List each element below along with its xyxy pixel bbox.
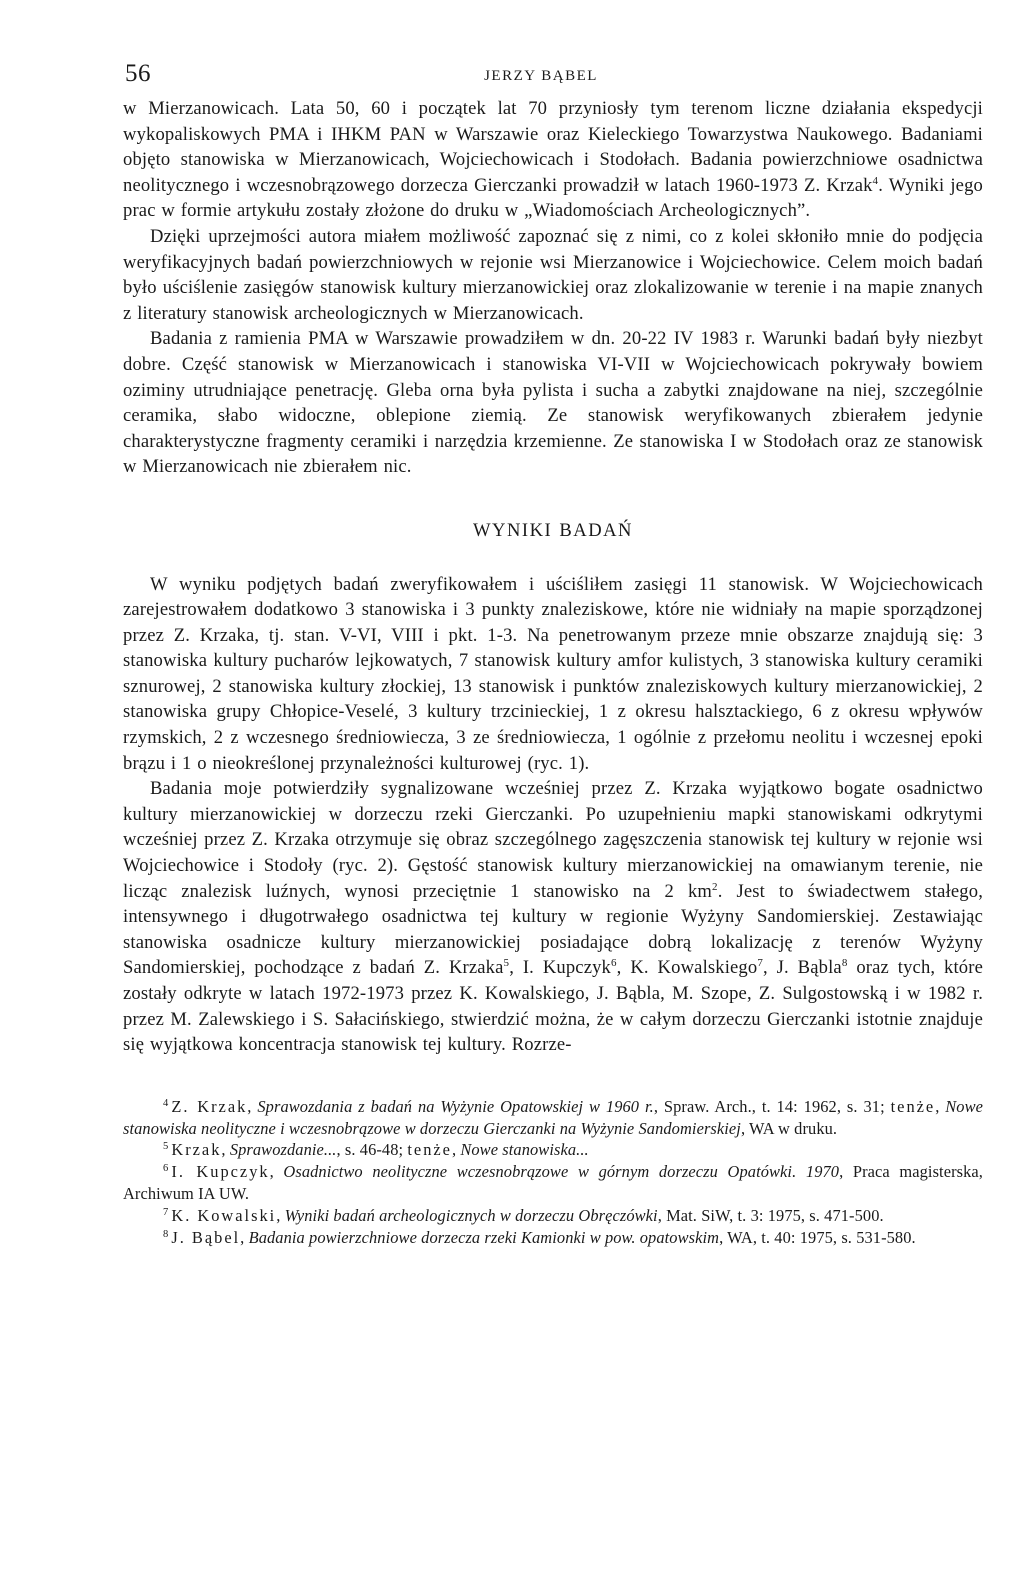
text-run: w Mierzanowicach. Lata 50, 60 i początek lat 70 przyniosły tym terenom liczne działania ekspedycji wykopaliskowych PMA i IHKM PAN w Warszawie oraz Kieleckiego Towarzystwa Naukowego. Badaniami objęto stanowiska w Mierzanowicach, Wojciechowicach i Stodołach. Badania powierzchniowe osadnictwa neolitycznego i wczesnobrązowego dorzecza Gierczanki prowadził w latach 1960-1973 Z. Krzak [123, 98, 983, 196]
text-run: . Jest to świadectwem stałego, intensywnego i długotrwałego osadnictwa tej kultury w regionie Wyżyny Sandomierskiej. Zestawiając stanowiska osadnicze kultury mierzanowickiej posiadające dobrą lokalizację z terenów Wyżyny Sandomierskiej, pochodzące z badań Z. Krzaka [123, 880, 983, 979]
author-name: Krzak [171, 1140, 222, 1160]
text-run: , s. 46-48; [336, 1140, 408, 1160]
italic-title: Sprawozdania z badań na Wyżynie Opatowskiej w 1960 r. [257, 1096, 654, 1116]
text-run: , [276, 1205, 285, 1225]
text-run: , [269, 1162, 284, 1182]
italic-title: Nowe stanowiska neolityczne i wczesnobrązowe w dorzeczu Gierczanki na Wyżynie Sandomierskiej [123, 1096, 984, 1138]
document-page [123, 56, 983, 1248]
author-name: tenże [890, 1096, 936, 1116]
author-name: I. Kupczyk [171, 1162, 270, 1182]
author-name: J. Bąbel [171, 1227, 241, 1247]
text-run: , Mat. SiW, t. 3: 1975, s. 471-500. [657, 1205, 884, 1225]
text-run: W wyniku podjętych badań zweryfikowałem i uściśliłem zasięgi 11 stanowisk. W Wojciechowicach zarejestrowałem dodatkowo 3 stanowiska i 3 punkty znaleziskowe, które nie widniały na mapie sporządzonej przez Z. Krzaka, tj. stan. V-VI, VIII i pkt. 1-3. Na penetrowanym przeze mnie obszarze znajdują się: 3 stanowiska kultury pucharów lejkowatych, 7 stanowisk kultury amfor kulistych, 3 stanowiska kultury ceramiki sznurowej, 2 stanowiska kultury złockiej, 13 stanowisk i punktów znaleziskowych kultury mierzanowickiej, 2 stanowiska grupy Chłopice-Veselé, 3 kultury trzcinieckiej, 1 z okresu halsztackiego, 6 z okresu wpływów rzymskich, 2 z wczesnego średniowiecza, 3 ze średniowiecza, 1 ogólnie z przełomu neolitu i wczesnej epoki brązu i 1 o nieokreślonej przynależności kulturowej (ryc. 1). [123, 573, 983, 774]
footnote [123, 1227, 983, 1249]
text-run: oraz tych, które zostały odkryte w latach 1972-1973 przez K. Kowalskiego, J. Bąbla, M. Szope, Z. Sulgostowską i w 1982 r. przez M. Zalewskiego i S. Sałacińskiego, stwierdzić można, że w całym dorzeczu Gierczanki istotnie znajduje się wyjątkowa koncentracja stanowisk tej kultury. Rozrze- [123, 957, 983, 1056]
text-run: , [935, 1096, 946, 1116]
footnote [123, 1096, 983, 1140]
footnote-reference: 5 [503, 957, 510, 970]
paragraph [123, 776, 983, 1058]
text-run: , I. Kupczyk [509, 957, 612, 979]
footnote-number: 7 [163, 1206, 169, 1218]
text-run: , K. Kowalskiego [616, 957, 758, 979]
footnote [123, 1205, 983, 1227]
text-run: , [247, 1096, 258, 1116]
italic-title: Osadnictwo neolityczne wczesnobrązowe w górnym dorzeczu Opatówki. 1970 [283, 1162, 840, 1182]
text-run: Badania moje potwierdziły sygnalizowane wcześniej przez Z. Krzaka wyjątkowo bogate osadnictwo kultury mierzanowickiej w dorzeczu rzeki Gierczanki. Po uzupełnieniu mapki stanowiskami odkrytymi wcześniej przez Z. Krzaka otrzymuje się obraz szczególnego zagęszczenia stanowisk tej kultury w rejonie wsi Wojciechowice i Stodoły (ryc. 2). Gęstość stanowisk kultury mierzanowickiej na omawianym terenie, nie licząc znalezisk luźnych, wynosi przeciętnie 1 stanowisko na 2 km [123, 778, 983, 902]
footnote-number: 4 [163, 1097, 169, 1109]
text-run: , WA w druku. [740, 1118, 838, 1138]
text-run: . Wyniki jego prac w formie artykułu zostały złożone do druku w „Wiadomościach Archeologicznych”. [123, 174, 983, 222]
text-run: , J. Bąbla [762, 957, 842, 979]
footnote [123, 1139, 983, 1161]
footnote-reference: 2 [712, 880, 718, 893]
paragraph [123, 572, 983, 777]
italic-title: Nowe stanowiska... [460, 1140, 589, 1160]
text-run: Badania z ramienia PMA w Warszawie prowadziłem w dn. 20-22 IV 1983 r. Warunki badań były niezbyt dobre. Część stanowisk w Mierzanowicach i stanowiska VI-VII w Wojciechowicach pokrywały bowiem oziminy utrudniające penetrację. Gleba orna była pylista i sucha a zabytki znajdowane na niej, szczególnie ceramika, słabo widoczne, oblepione ziemią. Ze stanowisk weryfikowanych zbierałem jedynie charakterystyczne fragmenty ceramiki i narzędzia krzemienne. Ze stanowiska I w Stodołach oraz ze stanowisk w Mierzanowicach nie zbierałem nic. [123, 328, 983, 478]
author-name: Z. Krzak [171, 1096, 248, 1116]
footnote-number: 6 [163, 1163, 169, 1175]
italic-title: Badania powierzchniowe dorzecza rzeki Kamionki w pow. opatowskim [248, 1227, 720, 1247]
page-number: 56 [125, 60, 151, 87]
section-heading: WYNIKI BADAŃ [473, 519, 633, 541]
section-paragraphs [123, 572, 983, 1058]
paragraph [123, 326, 983, 480]
intro-paragraphs [123, 96, 983, 480]
running-head [123, 56, 983, 96]
footnote-number: 5 [163, 1141, 169, 1153]
footnote-reference: 4 [872, 174, 879, 187]
text-run: , Praca magisterska, Archiwum IA UW. [123, 1162, 983, 1203]
text-run: , Spraw. Arch., t. 14: 1962, s. 31; [653, 1096, 891, 1116]
footnote-reference: 6 [611, 957, 617, 970]
footnote-reference: 8 [841, 957, 848, 970]
text-run: Dzięki uprzejmości autora miałem możliwość zapoznać się z nimi, co z kolei skłoniło mnie do podjęcia weryfikacyjnych badań powierzchniowych w rejonie wsi Mierzanowice i Wojciechowice. Celem moich badań było uściślenie zasięgów stanowisk kultury mierzanowickiej oraz zlokalizowanie w terenie i na mapie znanych z literatury stanowisk archeologicznych w Mierzanowicach. [123, 225, 983, 324]
footnote [123, 1161, 983, 1205]
italic-title: Wyniki badań archeologicznych w dorzeczu Obręczówki [284, 1205, 658, 1225]
running-title: JERZY BĄBEL [484, 68, 598, 84]
author-name: K. Kowalski [171, 1205, 277, 1225]
author-name: tenże [407, 1140, 452, 1160]
paragraph [123, 224, 983, 326]
footnote-number: 8 [163, 1228, 169, 1240]
italic-title: Sprawozdanie... [229, 1140, 337, 1160]
paragraph [123, 96, 983, 224]
body-text [123, 96, 983, 1058]
text-run: , [451, 1140, 461, 1160]
text-run: , [240, 1227, 249, 1247]
text-run: , WA, t. 40: 1975, s. 531-580. [719, 1227, 916, 1247]
footnote-reference: 7 [757, 957, 763, 970]
footnotes [123, 1096, 983, 1249]
text-run: , [221, 1140, 230, 1160]
